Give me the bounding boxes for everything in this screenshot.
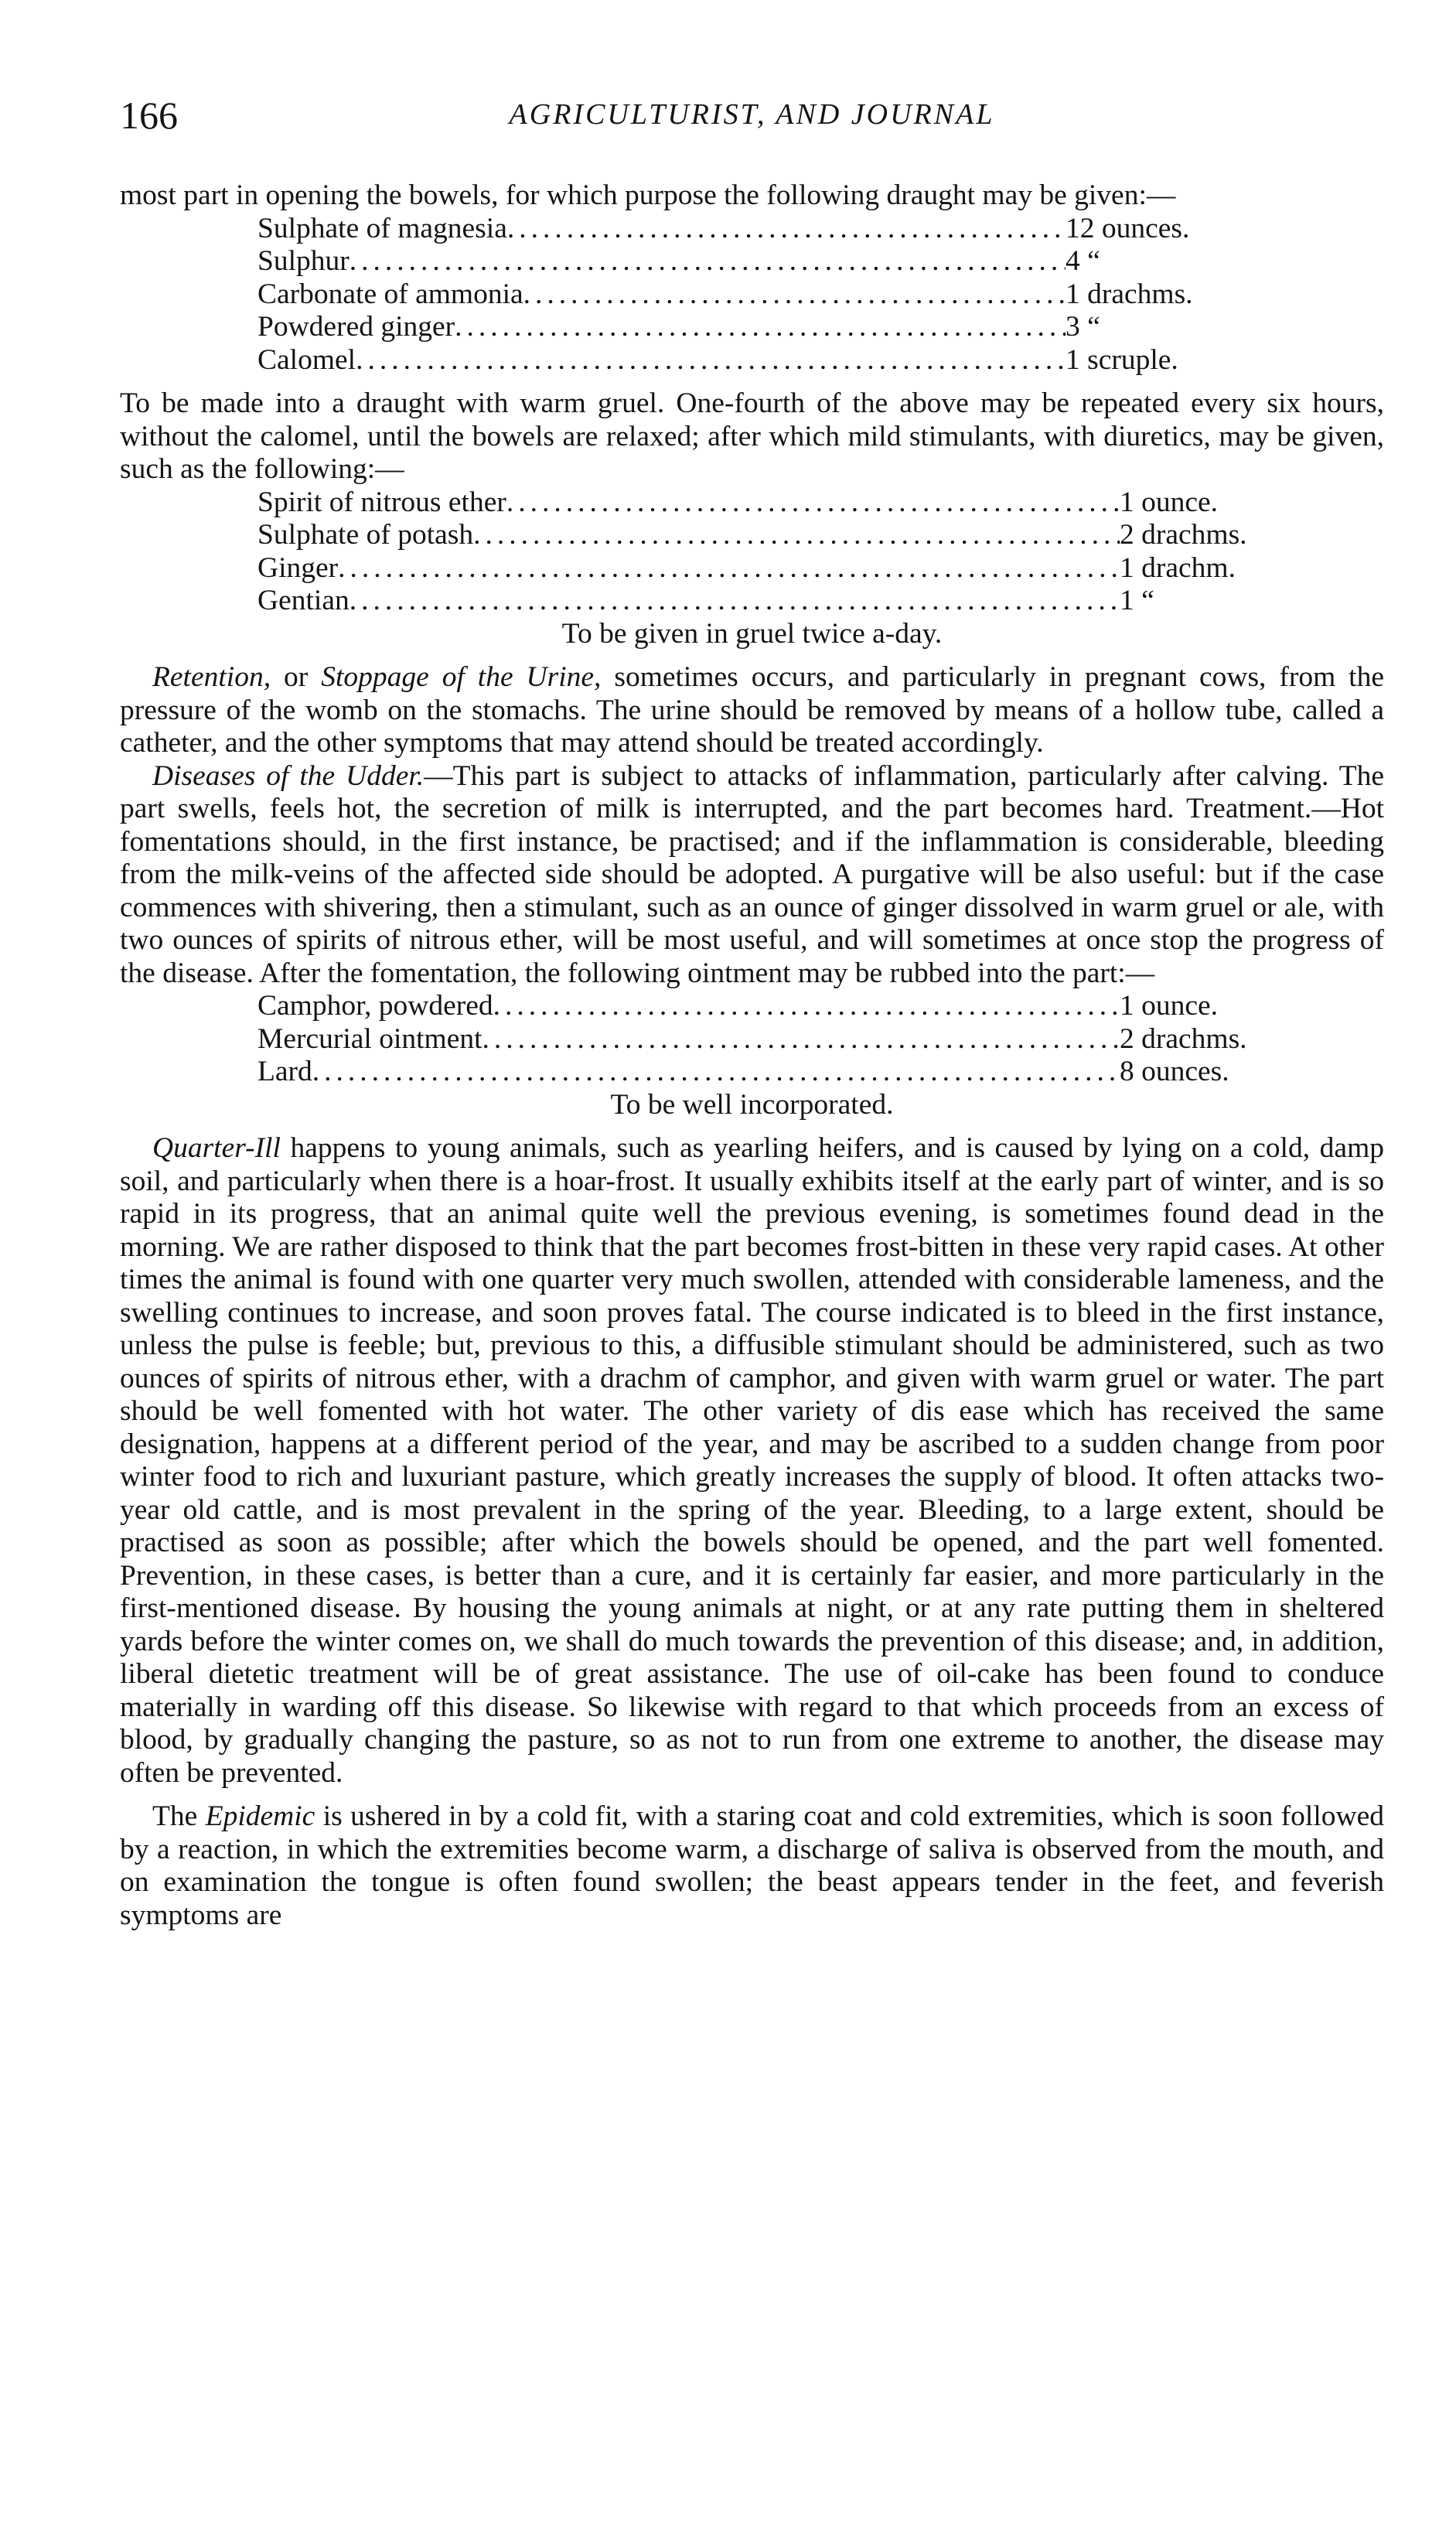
dot-leader [523,278,1066,312]
page-body [120,179,1384,1932]
paragraph-quarter-ill [120,1132,1384,1790]
ingredient-name: Ginger [257,551,339,584]
recipe-ointment [257,990,1297,1089]
ingredient-name: Gentian [257,585,350,616]
recipe-line [257,245,1297,278]
recipe-line [257,213,1297,246]
section-heading: Stoppage of the Urine, [321,661,602,693]
ingredient-quantity: 1 “ [1120,585,1154,616]
ingredient-name: Sulphate of potash [257,519,474,551]
section-heading: Diseases of the Udder. [152,759,425,792]
ingredient-name: Spirit of nitrous ether [257,486,506,518]
recipe-note: To be given in gruel twice a-day. [561,617,943,650]
paragraph-text: —This part is subject to attacks of inflammation, particularly after calving. The part swells, feels hot, the secretion of milk is interrupted, and the part becomes hard. Treatment.—Hot fomentations should, in the first instance, be practised; and if the inflammation is considerable, bleeding from the milk-veins of the affected side should be adopted. A purgative will be also useful: but if the case commences with shivering, then a stimulant, such as an ounce of ginger dissolved in warm gruel or ale, with two ounces of spirits of nitrous ether, will be most useful, and will sometimes at once stop the progress of the disease. After the fomentation, the following ointment may be rubbed into the part:— [120,759,1384,989]
recipe-note: To be well incorporated. [610,1088,894,1121]
ingredient-quantity: 1 drachm. [1120,551,1236,584]
recipe-line [257,519,1297,552]
paragraph-text: is ushered in by a cold fit, with a staring coat and cold extremities, which is soon followed by a reaction, in which the extremities become warm, a discharge of saliva is observed from the mouth, and on examination the tongue is often found swollen; the beast appears tender in the feet, and feverish symptoms are [120,1800,1384,1931]
paragraph-text: or [271,661,322,693]
recipe-line [257,486,1297,520]
recipe-diuretic [257,486,1297,618]
recipe-line [257,990,1297,1023]
ingredient-name: Calomel [257,343,356,376]
ingredient-quantity: 1 drachms. [1066,278,1193,310]
ingredient-quantity: 8 ounces. [1120,1056,1229,1087]
running-head: AGRICULTURIST, AND JOURNAL [509,98,995,131]
ingredient-quantity: 4 “ [1066,245,1100,277]
dot-leader [350,585,1120,618]
paragraph-udder [120,760,1384,991]
recipe-line [257,311,1297,344]
ingredient-name: Sulphur [257,245,350,277]
ingredient-quantity: 2 drachms. [1120,1022,1247,1055]
recipe-line [257,278,1297,312]
ingredient-name: Mercurial ointment [257,1022,482,1055]
paragraph-text: sometimes occurs, and particularly in pregnant cows, from the pressure of the womb on the stomachs. The urine should be removed by means of a hollow tube, called a catheter, and the other symptoms that may attend should be treated accordingly. [120,661,1384,759]
page-number: 166 [120,94,178,137]
dot-leader [493,990,1120,1023]
dot-leader [473,519,1120,552]
recipe-line [257,1023,1297,1056]
dot-leader [506,486,1120,520]
recipe-line [257,552,1297,585]
ingredient-quantity: 1 ounce. [1120,486,1219,518]
dot-leader [455,311,1066,344]
dot-leader [482,1023,1120,1056]
section-heading: Quarter-Ill [152,1132,281,1164]
ingredient-name: Carbonate of ammonia [257,278,523,310]
ingredient-quantity: 12 ounces. [1066,212,1190,244]
dot-leader [312,1056,1120,1089]
ingredient-name: Lard [257,1056,312,1087]
ingredient-quantity: 3 “ [1066,311,1100,343]
paragraph-epidemic [120,1800,1384,1932]
ingredient-name: Powdered ginger [257,311,455,343]
recipe-draught [257,213,1297,377]
paragraph-draught-instructions: To be made into a draught with warm gruel. One-fourth of the above may be repeated every six hours, without the calomel, until the bowels are relaxed; after which mild stimulants, with diuretics, may be given, such as the following:— [120,387,1384,485]
dot-leader [350,245,1066,278]
ingredient-quantity: 2 drachms. [1120,519,1247,551]
paragraph-text: happens to young animals, such as yearling heifers, and is caused by lying on a cold, damp soil, and particularly when there is a hoar-frost. It usually exhibits itself at the early part of winter, and is so rapid in its progress, that an animal quite well the previous evening, is sometimes found dead in the morning. We are rather disposed to think that the part becomes frost-bitten in these very rapid cases. At other times the animal is found with one quarter very much swollen, attended with considerable lameness, and the swelling continues to increase, and soon proves fatal. The course indicated is to bleed in the first instance, unless the pulse is feeble; but, previous to this, a diffusible stimulant should be administered, such as two ounces of spirits of nitrous ether, with a drachm of camphor, and given with warm gruel or water. The part should be well fomented with hot water. The other variety of dis ease which has received the same designation, happens at a different period of the year, and may be ascribed to a sudden change from poor winter food to rich and luxuriant pasture, which greatly increases the supply of blood. It often attacks two-year old cattle, and is most prevalent in the spring of the year. Bleeding, to a large extent, should be practised as soon as possible; after which the bowels should be opened, and the part well fomented. Prevention, in these cases, is better than a cure, and it is certainly far easier, and more particularly in the first-mentioned disease. By housing the young animals at night, or at any rate putting them in sheltered yards before the winter comes on, we shall do much towards the prevention of this disease; and, in addition, liberal dietetic treatment will be of great assistance. The use of oil-cake has been found to conduce materially in warding off this disease. So likewise with regard to that which proceeds from an excess of blood, by gradually changing the pasture, so as not to run from one extreme to another, the disease may often be prevented. [120,1132,1384,1789]
ingredient-name: Camphor, powdered [257,990,493,1022]
recipe-line [257,585,1297,618]
dot-leader [338,552,1120,585]
ingredient-name: Sulphate of magnesia [257,212,507,244]
recipe-line [257,344,1297,377]
ingredient-quantity: 1 ounce. [1120,990,1219,1022]
dot-leader [507,213,1066,246]
paragraph-continuation: most part in opening the bowels, for which purpose the following draught may be given:— [120,179,1176,211]
paragraph-retention [120,661,1384,760]
recipe-line [257,1056,1297,1089]
page-header [120,93,1384,139]
dot-leader [356,344,1066,377]
paragraph-text: The [152,1800,206,1832]
ingredient-quantity: 1 scruple. [1066,343,1178,376]
section-heading: Retention, [152,661,271,693]
section-heading: Epidemic [205,1800,315,1832]
